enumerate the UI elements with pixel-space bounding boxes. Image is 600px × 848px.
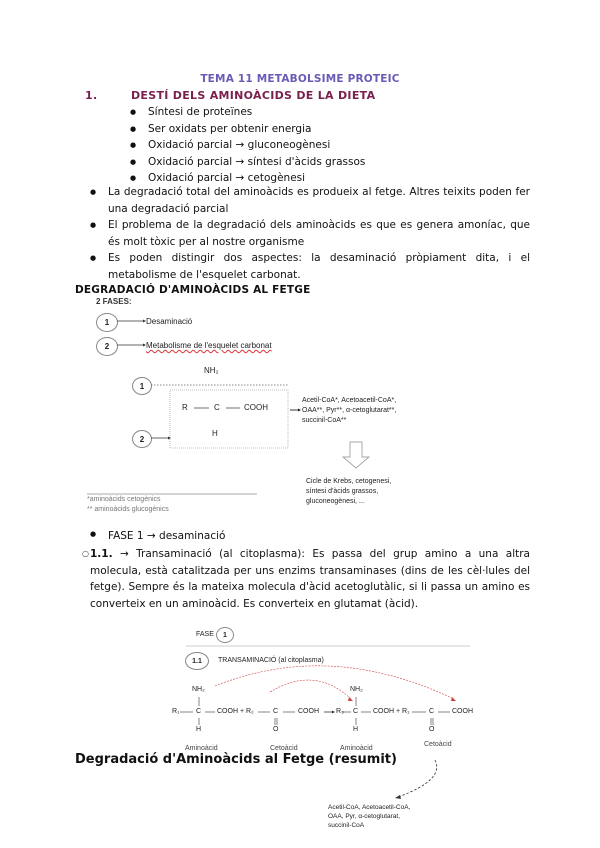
label-cetoacid-2: Cetoàcid <box>424 741 452 748</box>
list-item: ● Es poden distingir dos aspectes: la desaminació pròpiament dita, i el metabolisme de l'esquelet carbonat. <box>90 250 530 283</box>
para-text: → Transaminació (al citoplasma): Es passa del grup amino a una altra molecula, està catalitzada per uns enzims transaminases (dins de les cèl·lules del fetge). Sempre és la mateixa molecula d'àcid acetoglutàlic, si li passa un amino es converteix en un aminoàcid. Es converteix en glutamat (àcid). <box>90 548 530 610</box>
fases-label: 2 FASES: <box>96 297 132 306</box>
formula-h: H <box>212 429 218 438</box>
list-item: ● Oxidació parcial → cetogènesi <box>130 170 365 187</box>
section-heading-resumit: Degradació d'Aminoàcids al Fetge (resumit) <box>75 752 397 767</box>
fase-num-circle: 1 <box>216 627 234 643</box>
section-number: 1. <box>85 89 98 102</box>
formula-cooh: COOH <box>244 403 268 412</box>
document-title: TEMA 11 METABOLSIME PROTEIC <box>200 73 400 85</box>
transamination-paragraph <box>82 546 530 612</box>
list-item: ● El problema de la degradació dels aminoàcids es que es genera amoníac, que és molt tòxic per al nostre organisme <box>90 217 530 250</box>
outcome-text: Cicle de Krebs, cetogenesi, síntesi d'àcids grassos, gluconeogènesi, ... <box>306 478 392 505</box>
hollow-bullet-icon: ○ <box>82 549 89 558</box>
sub-label: TRANSAMINACIÓ (al citoplasma) <box>218 657 324 664</box>
label-cetoacid-1: Cetoàcid <box>270 745 298 752</box>
formula-c: C <box>214 403 220 412</box>
resum-products: Acetil-CoA, Acetoacetil-CoA, OAA, Pyr, α-cetoglutarat, succinil-CoA <box>328 804 411 829</box>
phase-2-label: Metabolisme de l'esquelet carbonat <box>146 341 272 350</box>
step-2-circle: 2 <box>132 430 152 448</box>
formula-r: R <box>182 403 188 412</box>
footnotes: *aminoàcids cetogènics ** aminoàcids glucogènics <box>87 496 169 513</box>
fase-list <box>90 530 225 542</box>
nh2-label: NH₂ <box>204 366 219 375</box>
step-1-circle: 1 <box>132 377 152 395</box>
para-number: 1.1. <box>90 548 113 560</box>
section-heading-text: DESTÍ DELS AMINOÀCIDS DE LA DIETA <box>131 89 376 102</box>
fase-label: FASE <box>196 631 214 638</box>
sub-num-circle: 1.1 <box>185 652 209 670</box>
phase-1-label: Desaminació <box>146 317 193 326</box>
products-text: Acetil-CoA*, Acetoacetil-CoA*, OAA**, Pyr**, α-cetoglutarat**, succinil-CoA** <box>302 397 397 424</box>
label-aminoacid-2: Aminoàcid <box>340 745 373 752</box>
list-item: ● La degradació total del aminoàcids es produeix al fetge. Altres teixits poden fer una degradació parcial <box>90 184 530 217</box>
section-heading-degradacio: DEGRADACIÓ D'AMINOÀCIDS AL FETGE <box>75 284 311 296</box>
phase-2-circle: 2 <box>96 337 118 356</box>
list-item: ● Síntesi de proteïnes <box>130 104 365 121</box>
list-item: ● Ser oxidats per obtenir energia <box>130 121 365 138</box>
label-aminoacid-1: Aminoàcid <box>185 745 218 752</box>
list-item: ● Oxidació parcial → síntesi d'àcids grassos <box>130 154 365 171</box>
list-item: ● FASE 1 → desaminació <box>90 530 225 542</box>
list-item: ● Oxidació parcial → gluconeogènesi <box>130 137 365 154</box>
phase-1-circle: 1 <box>96 313 118 332</box>
